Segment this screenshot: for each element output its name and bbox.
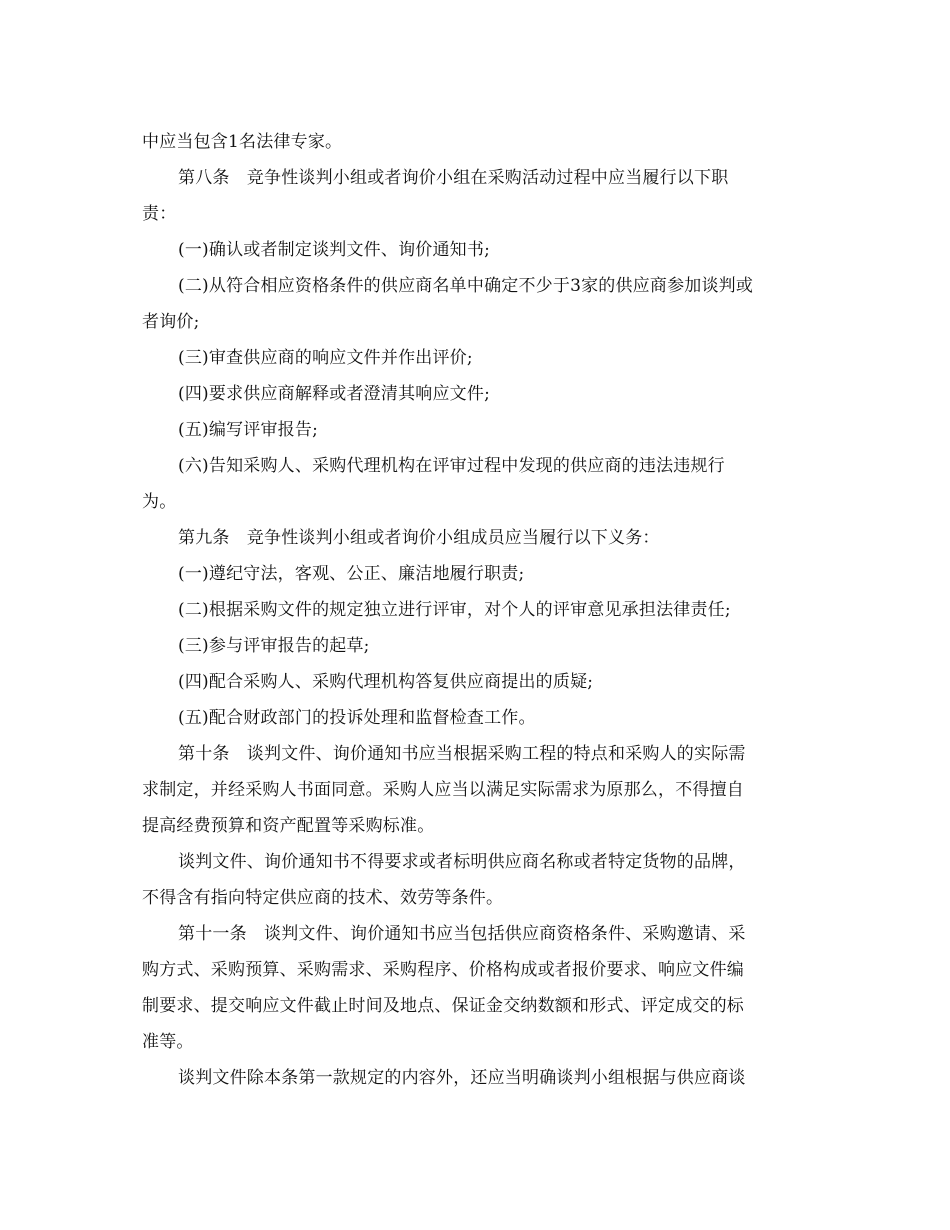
text-line: 者询价;: [142, 312, 200, 332]
list-item: (三)参与评审报告的起草;: [178, 636, 370, 656]
text-line: 制要求、提交响应文件截止时间及地点、保证金交纳数额和形式、评定成交的标: [142, 996, 744, 1016]
text-line: 不得含有指向特定供应商的技术、效劳等条件。: [142, 888, 504, 908]
list-item: (二)从符合相应资格条件的供应商名单中确定不少于3家的供应商参加谈判或: [178, 276, 754, 296]
text-line: 准等。: [142, 1032, 194, 1052]
text-line: 为。: [142, 492, 177, 512]
list-item: (三)审查供应商的响应文件并作出评价;: [178, 348, 473, 368]
paragraph-line: 谈判文件、询价通知书不得要求或者标明供应商名称或者特定货物的品牌，: [178, 852, 746, 872]
list-item: (六)告知采购人、采购代理机构在评审过程中发现的供应商的违法违规行: [178, 456, 725, 476]
document-body: [142, 124, 812, 1096]
list-item: (二)根据采购文件的规定独立进行评审，对个人的评审意见承担法律责任;: [178, 600, 731, 620]
list-item: (一)确认或者制定谈判文件、询价通知书;: [178, 240, 490, 260]
paragraph-line: 谈判文件除本条第一款规定的内容外，还应当明确谈判小组根据与供应商谈: [178, 1068, 746, 1088]
list-item: (五)配合财政部门的投诉处理和监督检查工作。: [178, 708, 536, 728]
article-11-heading-line: 第十一条 谈判文件、询价通知书应当包括供应商资格条件、采购邀请、采: [178, 924, 746, 944]
article-9-heading-line: 第九条 竞争性谈判小组或者询价小组成员应当履行以下义务：: [178, 528, 660, 548]
text-line: 中应当包含1名法律专家。: [142, 132, 343, 152]
text-line: 求制定，并经采购人书面同意。采购人应当以满足实际需求为原那么，不得擅自: [142, 780, 744, 800]
article-10-heading-line: 第十条 谈判文件、询价通知书应当根据采购工程的特点和采购人的实际需: [178, 744, 746, 764]
list-item: (一)遵纪守法，客观、公正、廉洁地履行职责;: [178, 564, 525, 584]
text-line: 责：: [142, 204, 177, 224]
list-item: (四)要求供应商解释或者澄清其响应文件;: [178, 384, 490, 404]
list-item: (四)配合采购人、采购代理机构答复供应商提出的质疑;: [178, 672, 594, 692]
article-8-heading-line: 第八条 竞争性谈判小组或者询价小组在采购活动过程中应当履行以下职: [178, 168, 729, 188]
text-line: 提高经费预算和资产配置等采购标准。: [142, 816, 435, 836]
text-line: 购方式、采购预算、采购需求、采购程序、价格构成或者报价要求、响应文件编: [142, 960, 744, 980]
list-item: (五)编写评审报告;: [178, 420, 318, 440]
